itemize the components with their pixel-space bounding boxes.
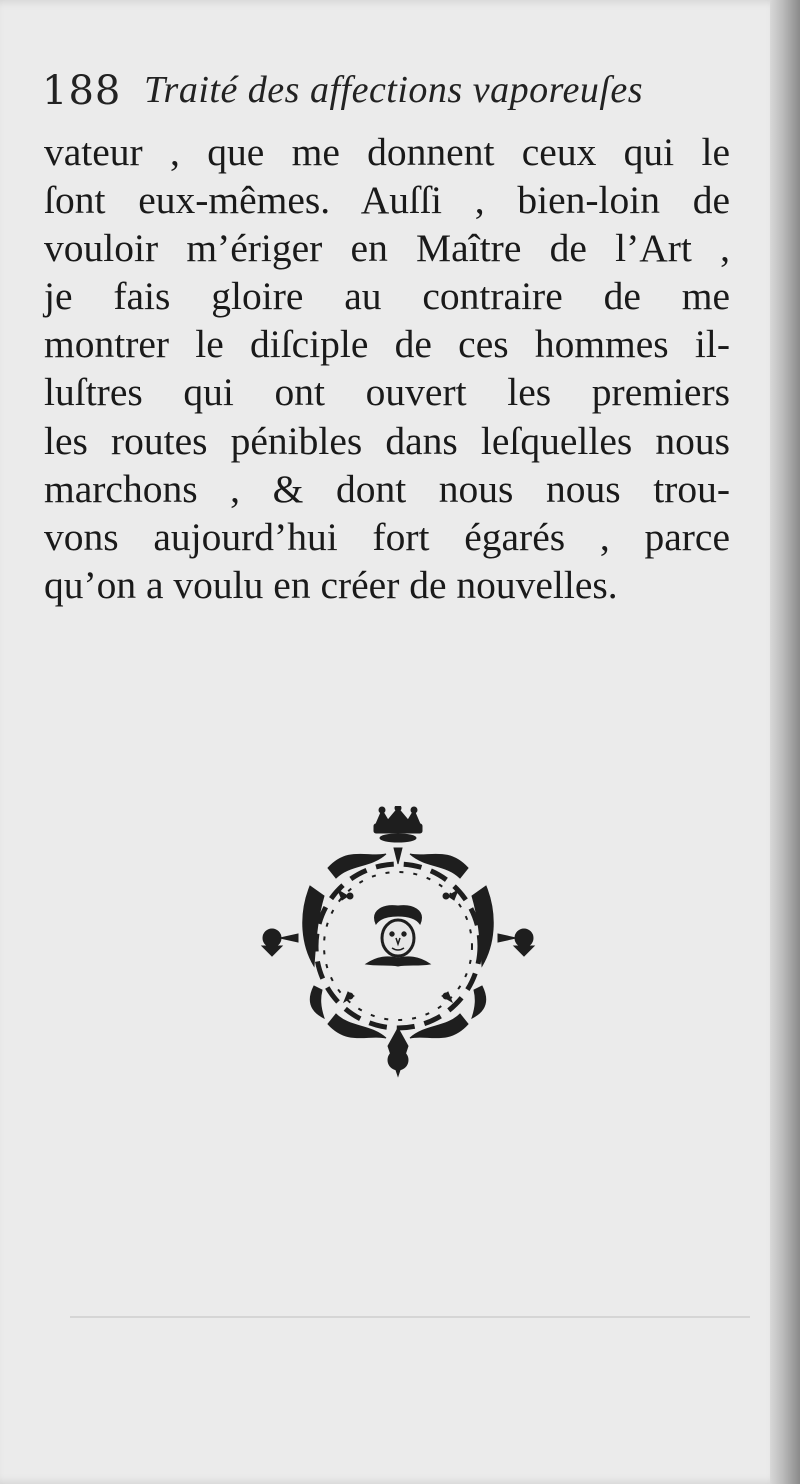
text-line: ſont eux-mêmes. Auſſi , bien-loin de — [44, 178, 730, 223]
page-edge — [770, 0, 800, 1484]
text-line: les routes pénibles dans leſquelles nous — [44, 418, 730, 463]
text-line: vouloir m’ériger en Maître de l’Art , — [44, 226, 730, 271]
right-fleuron-icon — [498, 929, 534, 956]
bleed-through-rule — [70, 1316, 750, 1318]
body-text — [44, 128, 730, 609]
page-header — [42, 68, 742, 118]
text-line: vons aujourd’hui fort égarés , parce — [44, 514, 730, 559]
text-line: qu’on a voulu en créer de nouvelles. — [44, 562, 618, 607]
bottom-pendant-icon — [388, 1028, 408, 1076]
mask-face-icon — [366, 906, 430, 966]
text-line: marchons , & dont nous nous trou- — [44, 466, 730, 511]
text-line: montrer le diſciple de ces hommes il- — [44, 322, 730, 367]
text-line: vateur , que me donnent ceux qui le — [44, 130, 730, 174]
bleed-through-text — [50, 605, 740, 793]
text-line: je fais gloire au contraire de me — [44, 274, 730, 319]
left-fleuron-icon — [262, 929, 298, 956]
crown-icon — [374, 806, 422, 842]
page-number: 188 — [42, 68, 122, 114]
running-head: Traité des affections vaporeuſes — [144, 69, 644, 111]
printers-ornament-icon — [258, 806, 538, 1082]
text-line: luſtres qui ont ouvert les premiers — [44, 370, 730, 415]
